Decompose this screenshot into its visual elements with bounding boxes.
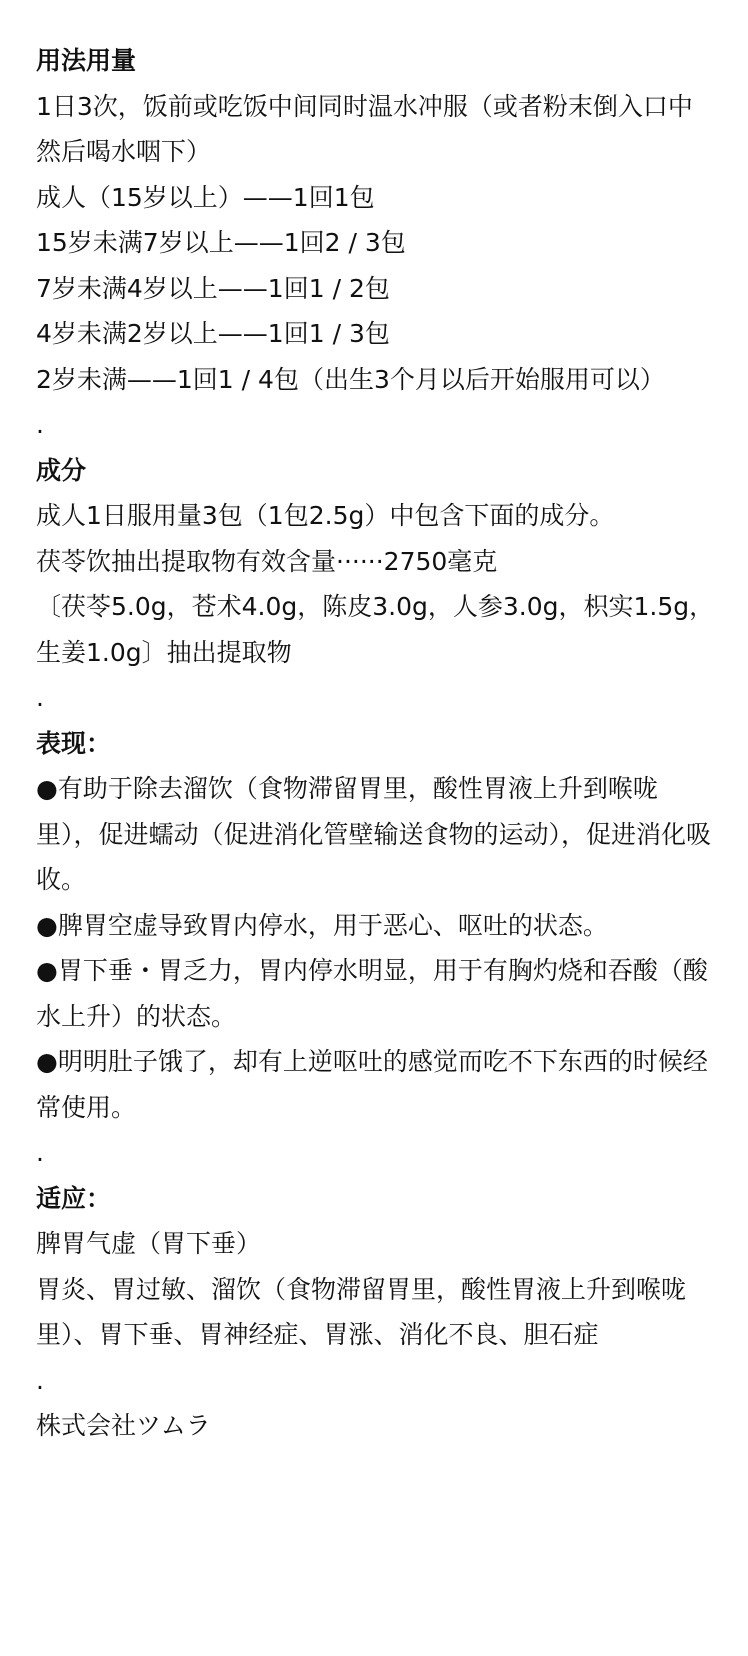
section-separator: . xyxy=(36,1365,44,1395)
usage-line: 成人（15岁以上）——1回1包 xyxy=(36,182,375,212)
section-usage xyxy=(36,38,716,448)
indications-line: 脾胃气虚（胃下垂） xyxy=(36,1229,262,1258)
ingredients-line: 成人1日服用量3包（1包2.5g）中包含下面的成分。 xyxy=(36,501,615,530)
effects-line: ●脾胃空虚导致胃内停水，用于恶心、呕吐的状态。 xyxy=(36,910,608,940)
ingredients-line: 茯苓饮抽出提取物有效含量······2750毫克 xyxy=(36,546,498,576)
section-separator: . xyxy=(36,1138,44,1167)
effects-line: ●胃下垂・胃乏力，胃内停水明显，用于有胸灼烧和吞酸（酸水上升）的状态。 xyxy=(36,956,708,1031)
usage-line: 15岁未满7岁以上——1回2 / 3包 xyxy=(36,228,406,257)
company-name: 株式会社ツムラ xyxy=(36,1411,211,1440)
section-heading-usage: 用法用量 xyxy=(36,46,137,75)
usage-line: 2岁未满——1回1 / 4包（出生3个月以后开始服用可以） xyxy=(36,364,665,394)
section-separator: . xyxy=(36,683,44,712)
indications-line: 胃炎、胃过敏、溜饮（食物滞留胃里，酸性胃液上升到喉咙里）、胃下垂、胃神经症、胃涨、消化不良、胆石症 xyxy=(36,1274,687,1349)
section-heading-indications: 适应： xyxy=(36,1183,112,1213)
section-ingredients xyxy=(36,448,716,721)
effects-line: ●有助于除去溜饮（食物滞留胃里，酸性胃液上升到喉咙里），促进蠕动（促进消化管壁输送食物的运动），促进消化吸收。 xyxy=(36,774,712,894)
section-heading-effects: 表现： xyxy=(36,728,112,758)
usage-line: 7岁未满4岁以上——1回1 / 2包 xyxy=(36,273,390,303)
usage-line: 4岁未满2岁以上——1回1 / 3包 xyxy=(36,319,390,348)
section-effects xyxy=(36,721,716,1176)
ingredients-line: 〔茯苓5.0g，苍术4.0g，陈皮3.0g，人参3.0g，枳实1.5g，生姜1.0g〕抽出提取物 xyxy=(36,592,715,667)
section-indications xyxy=(36,1176,716,1404)
effects-line: ●明明肚子饿了，却有上逆呕吐的感觉而吃不下东西的时候经常使用。 xyxy=(36,1047,708,1122)
section-heading-ingredients: 成分 xyxy=(36,455,87,485)
usage-line: 1日3次，饭前或吃饭中间同时温水冲服（或者粉末倒入口中然后喝水咽下） xyxy=(36,91,693,166)
document-body xyxy=(36,38,716,1449)
section-separator: . xyxy=(36,410,44,439)
